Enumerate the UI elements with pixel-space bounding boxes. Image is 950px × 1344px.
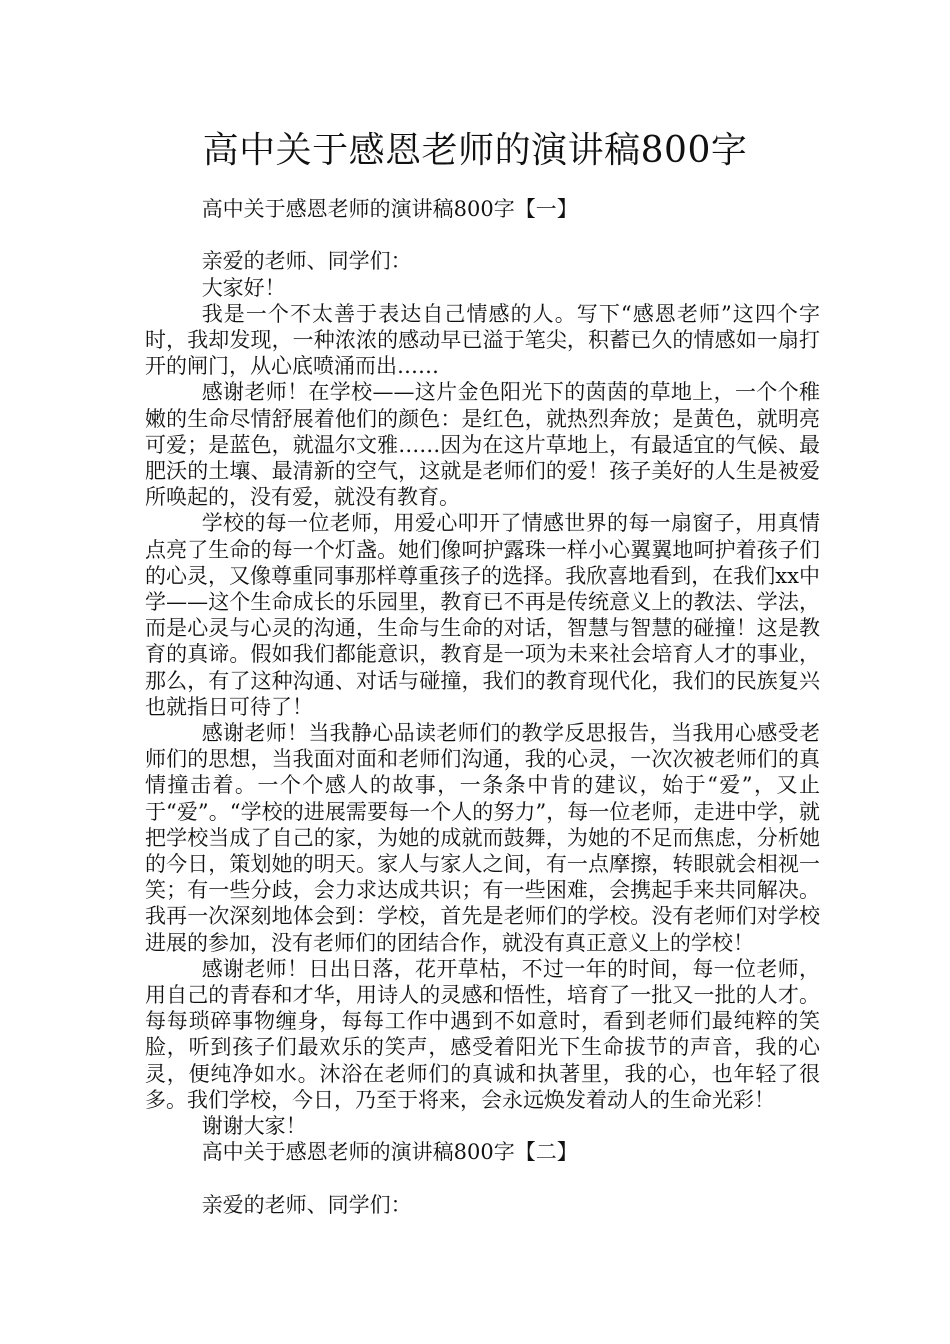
paragraph-5: 感谢老师！日出日落，花开草枯，不过一年的时间，每一位老师，用自己的青春和才华，用诗人的灵感和悟性，培育了一批又一批的人才。每每琐碎事物缠身，每每工作中遇到不如意时，看到老师们最纯粹的笑脸，听到孩子们最欢乐的笑声，感受着阳光下生命拔节的声音，我的心灵，便纯净如水。沐浴在老师们的真诚和执著里，我的心，也年轻了很多。我们学校，今日，乃至于将来，会永远焕发着动人的生命光彩！ (145, 956, 820, 1112)
paragraph-1: 我是一个不太善于表达自己情感的人。写下“感恩老师”这四个字时，我却发现，一种浓浓的感动早已溢于笔尖，积蓄已久的情感如一扇打开的闸门，从心底喷涌而出…… (145, 301, 820, 379)
hello-line: 大家好！ (201, 275, 286, 300)
blank-line (145, 222, 820, 248)
section-heading-2: 高中关于感恩老师的演讲稿800字【二】 (201, 1140, 578, 1165)
greeting: 亲爱的老师、同学们： (201, 249, 412, 274)
paragraph-4: 感谢老师！当我静心品读老师们的教学反思报告，当我用心感受老师们的思想，当我面对面和老师们沟通，我的心灵，一次次被老师们的真情撞击着。一个个感人的故事，一条条中肯的建议，始于“爱”，又止于“爱”。“学校的进展需要每一个人的努力”，每一位老师，走进中学，就把学校当成了自己的家，为她的成就而鼓舞，为她的不足而焦虑，分析她的今日，策划她的明天。家人与家人之间，有一点摩擦，转眼就会相视一笑；有一些分歧，会力求达成共识；有一些困难，会携起手来共同解决。我再一次深刻地体会到：学校，首先是老师们的学校。没有老师们对学校进展的参加，没有老师们的团结合作，就没有真正意义上的学校！ (145, 721, 820, 955)
document-title: 高中关于感恩老师的演讲稿800字 (202, 130, 748, 171)
greeting-2: 亲爱的老师、同学们： (201, 1192, 412, 1217)
thanks-line: 谢谢大家！ (201, 1114, 307, 1139)
paragraph-3: 学校的每一位老师，用爱心叩开了情感世界的每一扇窗子，用真情点亮了生命的每一个灯盏。她们像呵护露珠一样小心翼翼地呵护着孩子们的心灵，又像尊重同事那样尊重孩子的选择。我欣喜地看到，在我们xx中学——这个生命成长的乐园里，教育已不再是传统意义上的教法、学法，而是心灵与心灵的沟通，生命与生命的对话，智慧与智慧的碰撞！这是教育的真谛。假如我们都能意识，教育是一项为未来社会培育人才的事业，那么，有了这种沟通、对话与碰撞，我们的教育现代化，我们的民族复兴也就指日可待了！ (145, 511, 820, 719)
blank-line (145, 1166, 820, 1192)
paragraph-2: 感谢老师！在学校——这片金色阳光下的茵茵的草地上，一个个稚嫩的生命尽情舒展着他们的颜色：是红色，就热烈奔放；是黄色，就明亮可爱；是蓝色，就温尔文雅……因为在这片草地上，有最适宜的气候、最肥沃的土壤、最清新的空气，这就是老师们的爱！孩子美好的人生是被爱所唤起的，没有爱，就没有教育。 (145, 380, 820, 510)
section-heading-1: 高中关于感恩老师的演讲稿800字【一】 (201, 197, 578, 221)
document-body (145, 196, 820, 1218)
